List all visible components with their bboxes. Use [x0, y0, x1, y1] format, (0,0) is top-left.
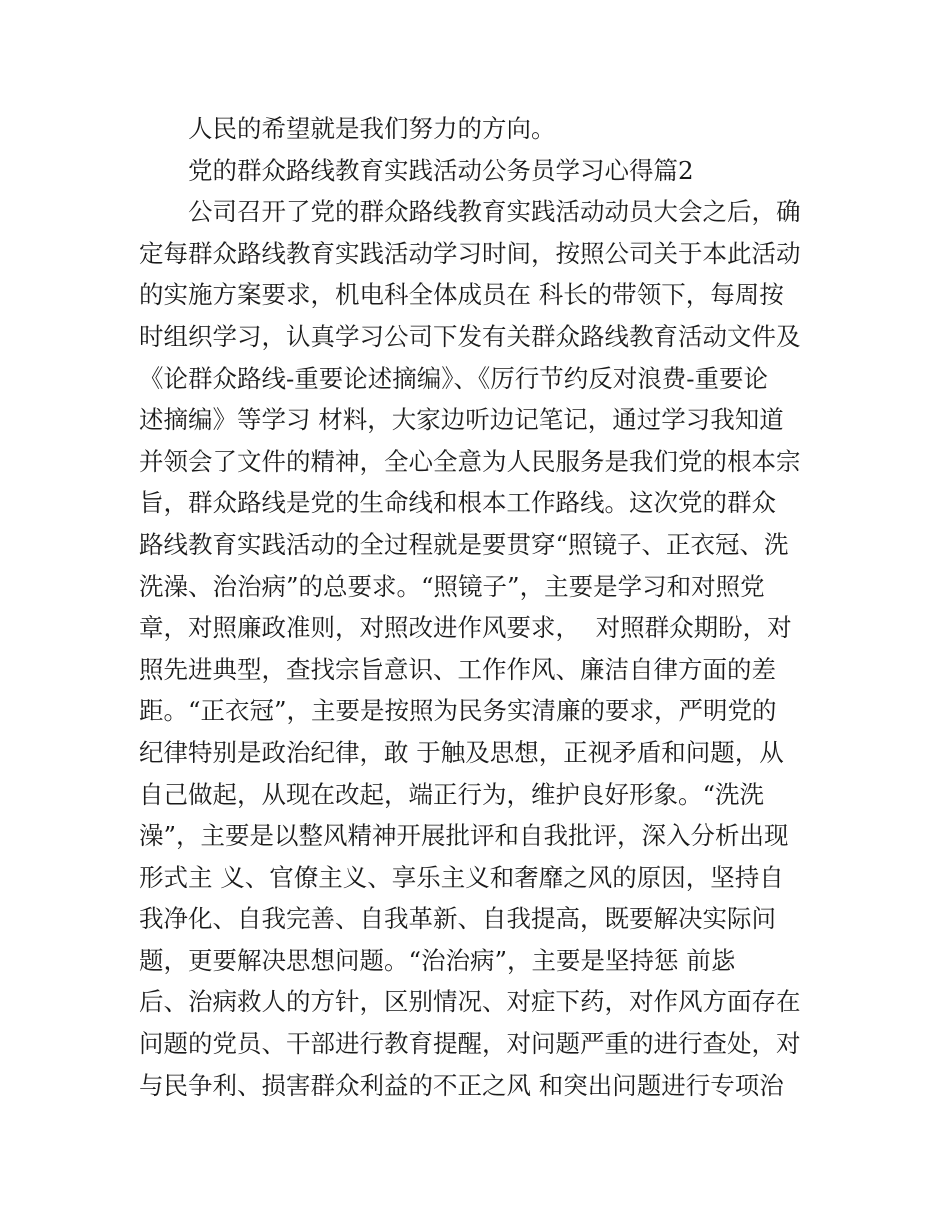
paragraph-line: 距。“正衣冠”，主要是按照为民务实清廉的要求，严明党的	[139, 696, 777, 726]
paragraph-line: 自己做起，从现在改起，端正行为，维护良好形象。“洗洗	[139, 779, 765, 809]
paragraph-line: 问题的党员、干部进行教育提醒，对问题严重的进行查处，对	[139, 1029, 801, 1059]
paragraph-line: 后、治病救人的方针，区别情况、对症下药，对作风方面存在	[139, 987, 801, 1017]
paragraph-line: 照先进典型，查找宗旨意识、工作作风、廉洁自律方面的差	[139, 654, 776, 684]
paragraph-line: 《论群众路线-重要论述摘编》、《厉行节约反对浪费-重要论	[139, 363, 769, 393]
paragraph-line: 述摘编》等学习 材料，大家边听边记笔记，通过学习我知道	[139, 405, 784, 435]
paragraph-line: 路线教育实践活动的全过程就是要贯穿“照镜子、正衣冠、洗	[139, 529, 789, 559]
paragraph-line: 时组织学习，认真学习公司下发有关群众路线教育活动文件及	[139, 321, 801, 351]
paragraph-line: 我净化、自我完善、自我革新、自我提高，既要解决实际问	[139, 904, 776, 934]
paragraph-line: 洗澡、治治病”的总要求。“照镜子”，主要是学习和对照党	[139, 571, 765, 601]
paragraph-line: 题，更要解决思想问题。“治治病”，主要是坚持惩 前毖	[139, 945, 736, 975]
paragraph-line: 旨，群众路线是党的生命线和根本工作路线。这次党的群众	[139, 488, 776, 518]
paragraph-line: 纪律特别是政治纪律，敢 于触及思想，正视矛盾和问题，从	[139, 737, 784, 767]
paragraph-line: 与民争利、损害群众利益的不正之风 和突出问题进行专项治	[139, 1070, 784, 1100]
section-heading: 党的群众路线教育实践活动公务员学习心得篇2	[188, 155, 694, 185]
paragraph-line: 章，对照廉政准则，对照改进作风要求， 对照群众期盼，对	[139, 613, 792, 643]
paragraph-line: 定每群众路线教育实践活动学习时间，按照公司关于本此活动	[139, 238, 801, 268]
paragraph-line: 公司召开了党的群众路线教育实践活动动员大会之后，确	[188, 197, 801, 227]
paragraph-line: 并领会了文件的精神，全心全意为人民服务是我们党的根本宗	[139, 446, 801, 476]
paragraph-line: 澡”，主要是以整风精神开展批评和自我批评，深入分析出现	[139, 821, 789, 851]
paragraph-line: 的实施方案要求，机电科全体成员在 科长的带领下，每周按	[139, 280, 784, 310]
paragraph-line: 人民的希望就是我们努力的方向。	[188, 114, 556, 143]
document-body	[139, 108, 819, 1106]
paragraph-line: 形式主 义、官僚主义、享乐主义和奢靡之风的原因，坚持自	[139, 862, 784, 892]
